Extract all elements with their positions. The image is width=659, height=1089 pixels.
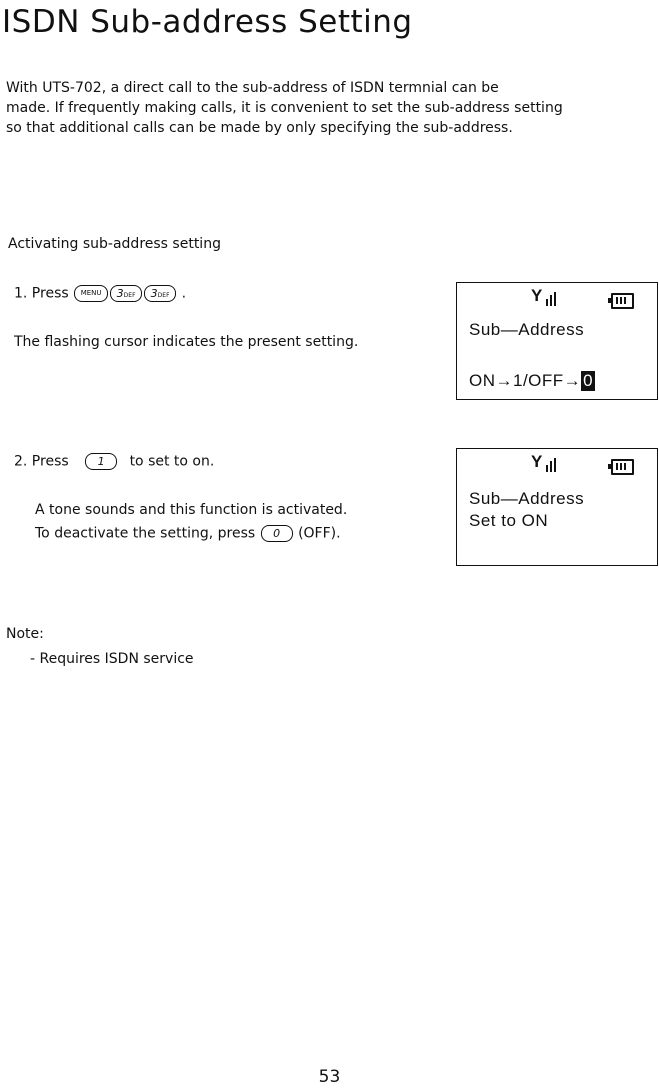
- step1-note: The flashing cursor indicates the present setting.: [14, 334, 359, 350]
- key-3-icon: 3DEF: [110, 285, 142, 302]
- lcd-line-2: ON→1/OFF→ 0: [469, 371, 594, 390]
- flashing-cursor: 0: [583, 371, 594, 390]
- note-label: Note:: [6, 626, 44, 642]
- section-title: Activating sub-address setting: [8, 236, 221, 252]
- antenna-icon: Y: [531, 286, 543, 305]
- key-0-icon: 0: [261, 525, 293, 542]
- lcd-line-1: Sub—Address: [469, 320, 585, 339]
- step2-line-2: To deactivate the setting, press 0 (OFF).: [35, 525, 341, 542]
- lcd-screen-1: [456, 282, 658, 400]
- step1-instruction: [14, 285, 186, 302]
- step2-suffix: to set to on.: [129, 453, 215, 470]
- battery-icon: [611, 459, 634, 475]
- lcd-screen-2: [456, 448, 658, 566]
- menu-key-icon: MENU: [74, 285, 108, 302]
- lcd-line-1: Sub—Address: [469, 489, 585, 508]
- intro-paragraph: [6, 78, 656, 138]
- intro-line: so that additional calls can be made by only specifying the sub-address.: [6, 120, 513, 136]
- page-title: ISDN Sub-address Setting: [2, 4, 413, 40]
- signal-bars-icon: [546, 292, 556, 306]
- step1-suffix: .: [181, 285, 187, 302]
- step2-prefix: 2. Press: [14, 453, 69, 470]
- step2-instruction: [14, 453, 214, 470]
- lcd-line-2: Set to ON: [469, 511, 549, 530]
- step2-line-1: A tone sounds and this function is activated.: [35, 502, 348, 518]
- key-3-icon: 3DEF: [144, 285, 176, 302]
- key-1-icon: 1: [85, 453, 117, 470]
- step1-prefix: 1. Press: [14, 285, 69, 302]
- intro-line: made. If frequently making calls, it is convenient to set the sub-address setting: [6, 100, 563, 116]
- page-number: 53: [318, 1067, 341, 1087]
- signal-bars-icon: [546, 458, 556, 472]
- intro-line: With UTS-702, a direct call to the sub-address of ISDN termnial can be: [6, 80, 499, 96]
- antenna-icon: Y: [531, 452, 543, 471]
- battery-icon: [611, 293, 634, 309]
- note-item: - Requires ISDN service: [30, 651, 194, 667]
